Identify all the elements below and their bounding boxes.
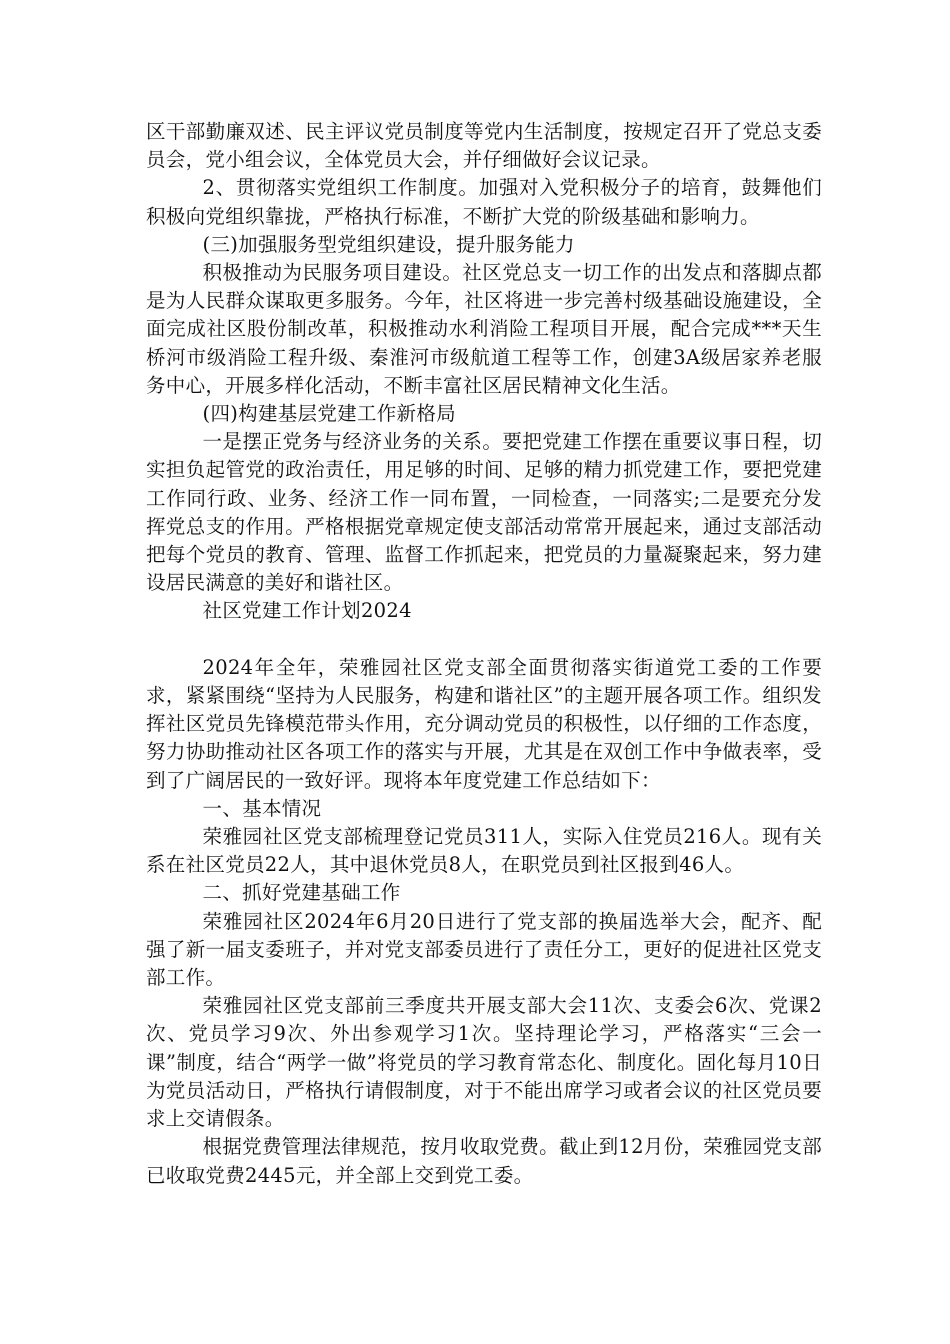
paragraph-annual-intro: 2024年全年，荣雅园社区党支部全面贯彻落实街道党工委的工作要求，紧紧围绕“坚持为人民服务，构建和谐社区”的主题开展各项工作。组织发挥社区党员先锋模范带头作用，充分调动党员的积极性，以仔细的工作态度，努力协助推动社区各项工作的落实与开展，尤其是在双创工作中争做表率，受到了广阔居民的一致好评。现将本年度党建工作总结如下： xyxy=(146,655,822,792)
document-page xyxy=(146,118,822,1190)
paragraph-party-business-relation: 一是摆正党务与经济业务的关系。要把党建工作摆在重要议事日程，切实担负起管党的政治责任，用足够的时间、足够的精力抓党建工作，要把党建工作同行政、业务、经济工作一同布置，一同检查，一同落实;二是要充分发挥党总支的作用。严格根据党章规定使支部活动常常开展起来，通过支部活动把每个党员的教育、管理、监督工作抓起来，把党员的力量凝聚起来，努力建设居民满意的美好和谐社区。 xyxy=(146,430,822,595)
heading-foundation-work: 二、抓好党建基础工作 xyxy=(202,881,401,905)
heading-basic-info: 一、基本情况 xyxy=(202,796,322,820)
blank-line xyxy=(146,626,822,654)
paragraph-party-dues: 根据党费管理法律规范，按月收取党费。截止到12月份，荣雅园党支部已收取党费2445元，并全部上交到党工委。 xyxy=(146,1135,822,1187)
paragraph-meeting-system: 区干部勤廉双述、民主评议党员制度等党内生活制度，按规定召开了党总支委员会，党小组会议，全体党员大会，并仔细做好会议记录。 xyxy=(146,120,822,172)
paragraph-activities: 荣雅园社区党支部前三季度共开展支部大会11次、支委会6次、党课2次、党员学习9次、外出参观学习1次。坚持理论学习，严格落实“三会一课”制度，结合“两学一做”将党员的学习教育常态化、制度化。固化每月10日为党员活动日，严格执行请假制度，对于不能出席学习或者会议的社区党员要求上交请假条。 xyxy=(146,994,822,1131)
heading-new-pattern: (四)构建基层党建工作新格局 xyxy=(202,402,456,426)
paragraph-member-counts: 荣雅园社区党支部梳理登记党员311人，实际入住党员216人。现有关系在社区党员22人，其中退休党员8人，在职党员到社区报到46人。 xyxy=(146,825,822,877)
paragraph-party-org-system: 2、贯彻落实党组织工作制度。加强对入党积极分子的培育，鼓舞他们积极向党组织靠拢，严格执行标准，不断扩大党的阶级基础和影响力。 xyxy=(146,176,822,228)
paragraph-election: 荣雅园社区2024年6月20日进行了党支部的换届选举大会，配齐、配强了新一届支委班子，并对党支部委员进行了责任分工，更好的促进社区党支部工作。 xyxy=(146,909,822,990)
document-title-2024-plan: 社区党建工作计划2024 xyxy=(202,599,412,623)
paragraph-service-projects: 积极推动为民服务项目建设。社区党总支一切工作的出发点和落脚点都是为人民群众谋取更多服务。今年，社区将进一步完善村级基础设施建设，全面完成社区股份制改革，积极推动水利消险工程项目开展，配合完成***天生桥河市级消险工程升级、秦淮河市级航道工程等工作，创建3A级居家养老服务中心，开展多样化活动，不断丰富社区居民精神文化生活。 xyxy=(146,261,822,397)
heading-service-org: (三)加强服务型党组织建设，提升服务能力 xyxy=(202,232,575,256)
